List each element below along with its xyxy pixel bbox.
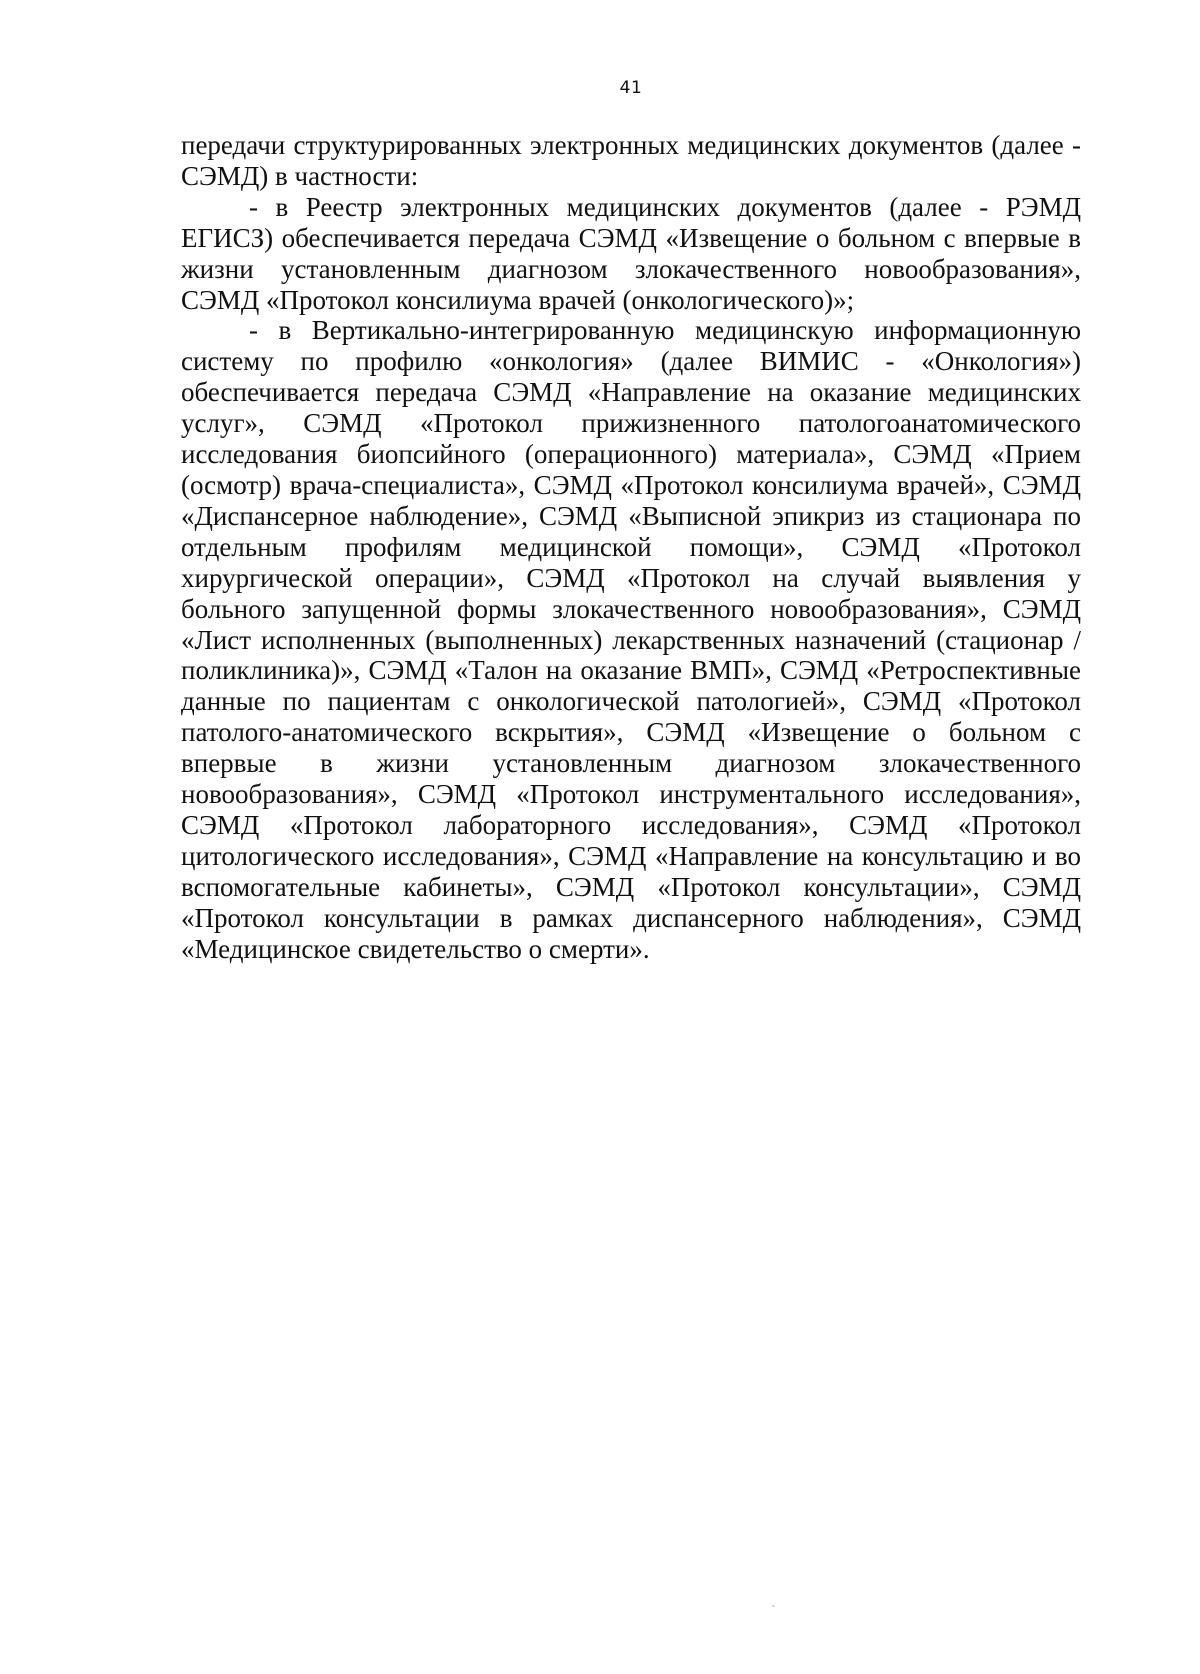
page-number: 41 — [619, 78, 643, 98]
paragraph-vimis-oncology: - в Вертикально-интегрированную медицинскую информационную систему по профилю «онкология» (далее ВИМИС - «Онкология») обеспечивается передача СЭМД «Направление на оказание медицинских услуг», СЭМД «Протокол прижизненного патологоанатомического исследования биопсийного (операционного) материала», СЭМД «Прием (осмотр) врача-специалиста», СЭМД «Протокол консилиума врачей», СЭМД «Диспансерное наблюдение», СЭМД «Выписной эпикриз из стационара по отдельным профилям медицинской помощи», СЭМД «Протокол хирургической операции», СЭМД «Протокол на случай выявления у больного запущенной формы злокачественного новообразования», СЭМД «Лист исполненных (выполненных) лекарственных назначений (стационар / поликлиника)», СЭМД «Талон на оказание ВМП», СЭМД «Ретроспективные данные по пациентам с онкологической патологией», СЭМД «Протокол патолого-анатомического вскрытия», СЭМД «Извещение о больном с впервые в жизни установленным диагнозом злокачественного новообразования», СЭМД «Протокол инструментального исследования», СЭМД «Протокол лабораторного исследования», СЭМД «Протокол цитологического исследования», СЭМД «Направление на консультацию и во вспомогательные кабинеты», СЭМД «Протокол консультации», СЭМД «Протокол консультации в рамках диспансерного наблюдения», СЭМД «Медицинское свидетельство о смерти». — [181, 315, 1081, 964]
scan-artifact — [772, 1605, 775, 1607]
document-body — [181, 130, 1081, 964]
paragraph-remd-egisz: - в Реестр электронных медицинских документов (далее - РЭМД ЕГИСЗ) обеспечивается передача СЭМД «Извещение о больном с впервые в жизни установленным диагнозом злокачественного новообразования», СЭМД «Протокол консилиума врачей (онкологического)»; — [181, 191, 1081, 315]
paragraph-continuation: передачи структурированных электронных медицинских документов (далее - СЭМД) в частности: — [181, 130, 1081, 191]
